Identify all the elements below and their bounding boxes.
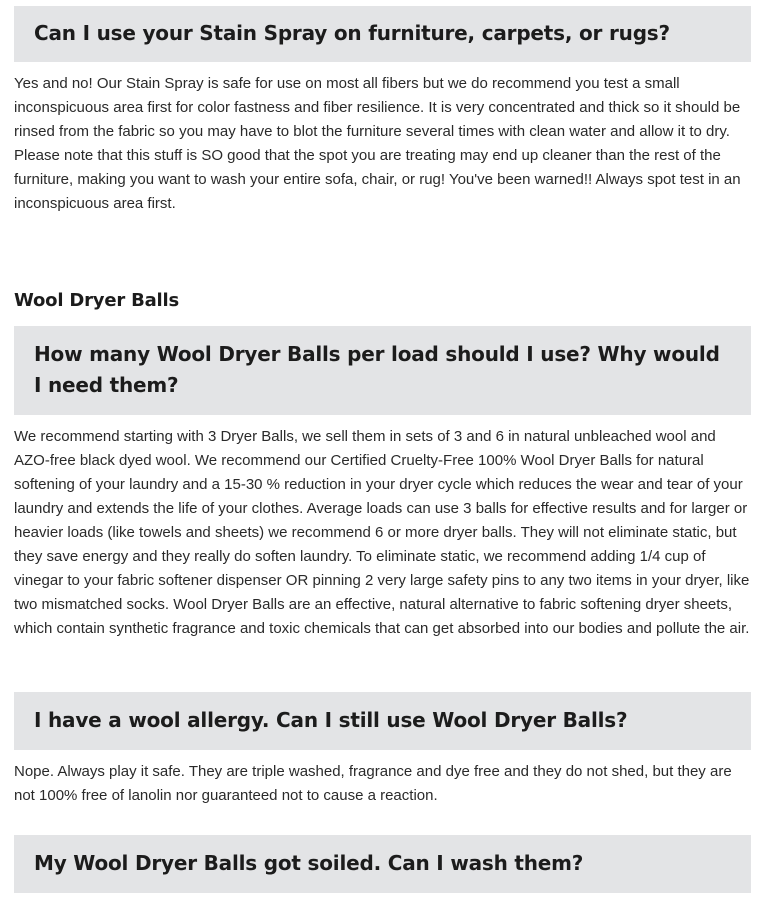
faq-answer-wool-allergy: Nope. Always play it safe. They are triple washed, fragrance and dye free and they do not shed, but they are not 100% free of lanolin nor guaranteed not to cause a reaction.: [14, 763, 732, 804]
faq-question-stain-spray[interactable]: [14, 6, 751, 62]
faq-question-wash-dryer-balls[interactable]: [14, 835, 751, 893]
faq-question-text: I have a wool allergy. Can I still use Wool Dryer Balls?: [34, 708, 628, 732]
section-heading-wool-dryer-balls: Wool Dryer Balls: [14, 290, 180, 311]
faq-question-wool-allergy[interactable]: [14, 692, 751, 750]
faq-question-dryer-balls-per-load[interactable]: [14, 326, 751, 415]
faq-question-text: How many Wool Dryer Balls per load should I use? Why would I need them?: [34, 342, 720, 397]
faq-question-text: Can I use your Stain Spray on furniture, carpets, or rugs?: [34, 21, 670, 45]
faq-question-text: My Wool Dryer Balls got soiled. Can I wash them?: [34, 851, 584, 875]
faq-answer-stain-spray: Yes and no! Our Stain Spray is safe for use on most all fibers but we do recommend you test a small inconspicuous area first for color fastness and fiber resilience. It is very concentrated and thick so it should be rinsed from the fabric so you may have to blot the furniture several times with clean water and allow it to dry. Please note that this stuff is SO good that the spot you are treating may end up cleaner than the rest of the furniture, making you want to wash your entire sofa, chair, or rug! You've been warned!! Always spot test in an inconspicuous area first.: [14, 75, 741, 212]
faq-answer-dryer-balls-per-load: We recommend starting with 3 Dryer Balls, we sell them in sets of 3 and 6 in natural unbleached wool and AZO-free black dyed wool. We recommend our Certified Cruelty-Free 100% Wool Dryer Balls for natural softening of your laundry and a 15-30 % reduction in your dryer cycle which reduces the wear and tear of your laundry and extends the life of your clothes. Average loads can use 3 balls for effective results and for larger or heavier loads (like towels and sheets) we recommend 6 or more dryer balls. They will not eliminate static, but they save energy and they really do soften laundry. To eliminate static, we recommend adding 1/4 cup of vinegar to your fabric softener dispenser OR pinning 2 very large safety pins to any two items in your dryer, like two mismatched socks. Wool Dryer Balls are an effective, natural alternative to fabric softening dryer sheets, which contain synthetic fragrance and toxic chemicals that can get absorbed into our bodies and pollute the air.: [14, 428, 750, 637]
